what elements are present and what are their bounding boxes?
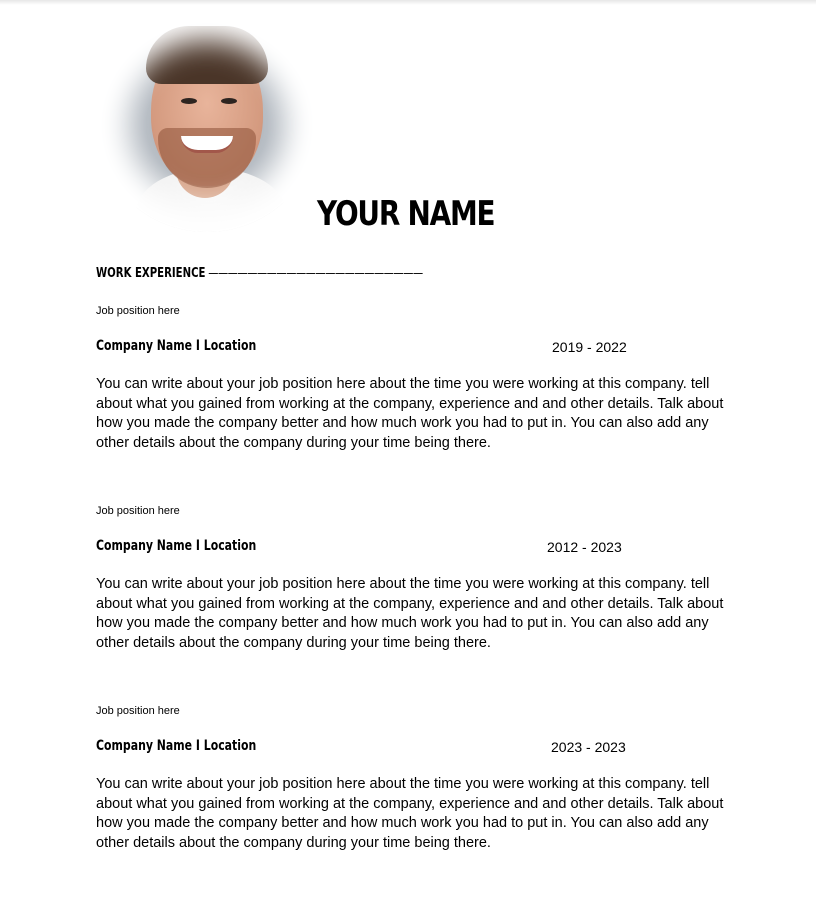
- photo-vignette: [96, 18, 318, 232]
- section-heading-work-experience: [96, 266, 423, 281]
- job-description: You can write about your job position here about the time you were working at this company. tell about what you gained from working at the company, experience and and other details. Talk about how you made the company better and how much work you had to put in. You can also add any other details about the company during your time being there.: [96, 576, 724, 651]
- job-company: Company Name I Location: [96, 538, 257, 554]
- job-description: You can write about your job position here about the time you were working at this company. tell about what you gained from working at the company, experience and and other details. Talk about how you made the company better and how much work you had to put in. You can also add any other details about the company during your time being there.: [96, 376, 724, 451]
- job-dates: 2023 - 2023: [551, 739, 626, 755]
- job-dates: 2012 - 2023: [547, 539, 622, 555]
- job-description: You can write about your job position here about the time you were working at this company. tell about what you gained from working at the company, experience and and other details. Talk about how you made the company better and how much work you had to put in. You can also add any other details about the company during your time being there.: [96, 776, 724, 851]
- job-company: Company Name I Location: [96, 738, 257, 754]
- job-dates: 2019 - 2022: [552, 339, 627, 355]
- section-rule: ——————————————————————: [205, 266, 423, 281]
- job-position: Job position here: [96, 505, 180, 517]
- job-position: Job position here: [96, 705, 180, 717]
- resume-name: YOUR NAME: [317, 194, 495, 234]
- profile-photo: [96, 18, 318, 232]
- job-position: Job position here: [96, 305, 180, 317]
- page-top-shadow: [0, 0, 816, 5]
- section-title: WORK EXPERIENCE: [96, 266, 206, 281]
- job-company: Company Name I Location: [96, 338, 257, 354]
